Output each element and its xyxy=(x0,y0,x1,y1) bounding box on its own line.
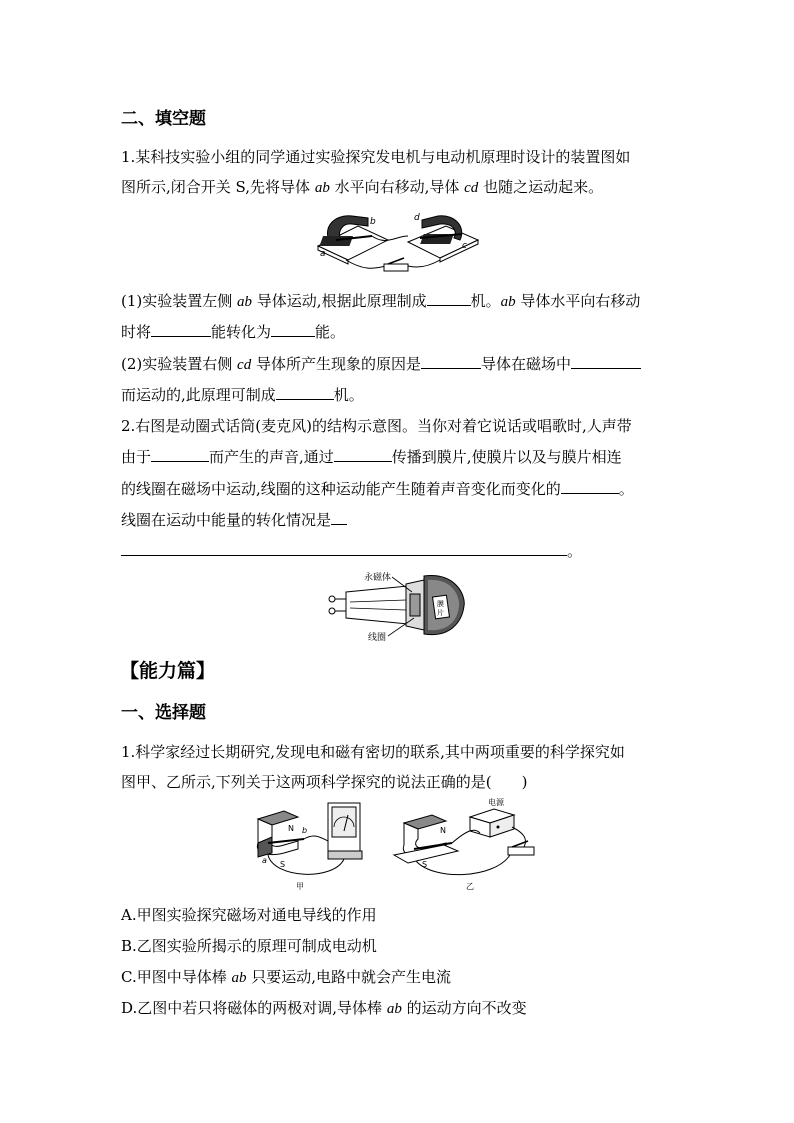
label-membrane: 膜 xyxy=(437,600,444,608)
text: D.乙图中若只将磁体的两极对调,导体棒 xyxy=(121,999,387,1017)
question-3-line-1: 1.科学家经过长期研究,发现电和磁有密切的联系,其中两项重要的科学探究如 xyxy=(121,743,625,761)
text: 导体在磁场中 xyxy=(480,355,571,373)
var-cd: cd xyxy=(464,180,479,196)
answer-blank[interactable] xyxy=(561,479,619,494)
label-a-jia: a xyxy=(262,856,267,865)
question-1-part-2-line-1 xyxy=(121,353,641,374)
text: 导体所产生现象的原因是 xyxy=(251,355,421,373)
var-ab: ab xyxy=(314,180,330,196)
question-2-line-1: 2.右图是动圈式话筒(麦克风)的结构示意图。当你对着它说话或唱歌时,人声带 xyxy=(121,417,632,435)
label-jia: 甲 xyxy=(296,882,304,891)
question-1-line-2 xyxy=(121,176,603,197)
label-N-jia: N xyxy=(288,824,294,833)
microphone-figure xyxy=(326,566,468,644)
text: C.甲图中导体棒 xyxy=(121,968,232,986)
text: 能转化为 xyxy=(211,323,272,341)
label-a: a xyxy=(320,249,326,259)
answer-blank[interactable] xyxy=(427,291,471,306)
option-b[interactable]: B.乙图实验所揭示的原理可制成电动机 xyxy=(121,937,377,955)
text: 也随之运动起来。 xyxy=(478,178,604,196)
text: 而产生的声音,通过 xyxy=(209,448,334,466)
var-ab: ab xyxy=(500,294,516,310)
label-S-jia: S xyxy=(280,860,286,869)
label-power-source: 电源 xyxy=(488,798,504,807)
text: 线圈在运动中能量的转化情况是 xyxy=(121,511,332,529)
var-ab: ab xyxy=(386,1001,402,1017)
generator-motor-figure xyxy=(316,206,482,276)
option-d[interactable] xyxy=(121,997,527,1018)
option-c[interactable] xyxy=(121,966,451,987)
label-b: b xyxy=(370,217,376,227)
answer-blank[interactable] xyxy=(334,447,392,462)
text: 由于 xyxy=(121,448,152,466)
question-2-line-4 xyxy=(121,509,347,530)
var-ab: ab xyxy=(231,970,247,986)
text: 。 xyxy=(567,542,583,560)
answer-blank[interactable] xyxy=(276,385,334,400)
text: 的线圈在磁场中运动,线圈的这种运动能产生随着声音变化而变化的 xyxy=(121,480,561,498)
question-2-line-3 xyxy=(121,478,634,499)
section-title-ability: 【能力篇】 xyxy=(120,660,216,682)
var-ab: ab xyxy=(237,294,253,310)
option-a[interactable]: A.甲图实验探究磁场对通电导线的作用 xyxy=(121,906,377,924)
text: 导体运动,根据此原理制成 xyxy=(252,292,427,310)
text: 。 xyxy=(618,480,634,498)
section-title-fill-blank: 二、填空题 xyxy=(121,109,206,129)
answer-blank[interactable] xyxy=(151,447,209,462)
question-1-part-1-line-2 xyxy=(121,321,345,342)
answer-blank[interactable] xyxy=(151,322,211,337)
answer-blank[interactable] xyxy=(271,322,315,337)
text: 导体水平向右移动 xyxy=(515,292,641,310)
question-2-line-5 xyxy=(121,540,582,561)
answer-blank[interactable] xyxy=(571,354,641,369)
var-cd: cd xyxy=(237,357,252,373)
text: (1)实验装置左侧 xyxy=(121,292,238,310)
text: (2)实验装置右侧 xyxy=(121,355,238,373)
text: 的运动方向不改变 xyxy=(401,999,527,1017)
label-b-jia: b xyxy=(302,826,308,835)
text: 传播到膜片,使膜片以及与膜片相连 xyxy=(391,448,622,466)
text: 图所示,闭合开关 S,先将导体 xyxy=(121,178,315,196)
text: 机。 xyxy=(333,386,364,404)
answer-blank[interactable] xyxy=(331,510,347,525)
text: 能。 xyxy=(315,323,346,341)
answer-blank[interactable] xyxy=(421,354,481,369)
text: 时将 xyxy=(121,323,152,341)
question-3-line-2: 图甲、乙所示,下列关于这两项科学探究的说法正确的是( ) xyxy=(121,773,528,791)
label-S-yi: S xyxy=(422,860,428,869)
question-2-line-2 xyxy=(121,446,622,467)
question-1-part-2-line-2 xyxy=(121,384,364,405)
label-coil: 线圈 xyxy=(368,633,387,643)
text: 而运动的,此原理可制成 xyxy=(121,386,276,404)
text: 机。 xyxy=(470,292,501,310)
label-permanent-magnet: 永磁体 xyxy=(364,573,392,583)
answer-blank-long[interactable] xyxy=(121,541,567,556)
experiment-figure-jia-yi xyxy=(244,797,544,893)
label-membrane-2: 片 xyxy=(437,609,444,617)
label-c: c xyxy=(462,241,467,251)
text: 水平向右移动,导体 xyxy=(329,178,465,196)
text: 只要运动,电路中就会产生电流 xyxy=(246,968,452,986)
label-N-yi: N xyxy=(440,826,446,835)
question-1-part-1-line-1 xyxy=(121,290,640,311)
section-title-multiple-choice: 一、选择题 xyxy=(121,703,206,723)
label-d: d xyxy=(414,213,420,223)
question-1-line-1: 1.某科技实验小组的同学通过实验探究发电机与电动机原理时设计的装置图如 xyxy=(121,148,631,166)
label-yi: 乙 xyxy=(466,882,474,891)
